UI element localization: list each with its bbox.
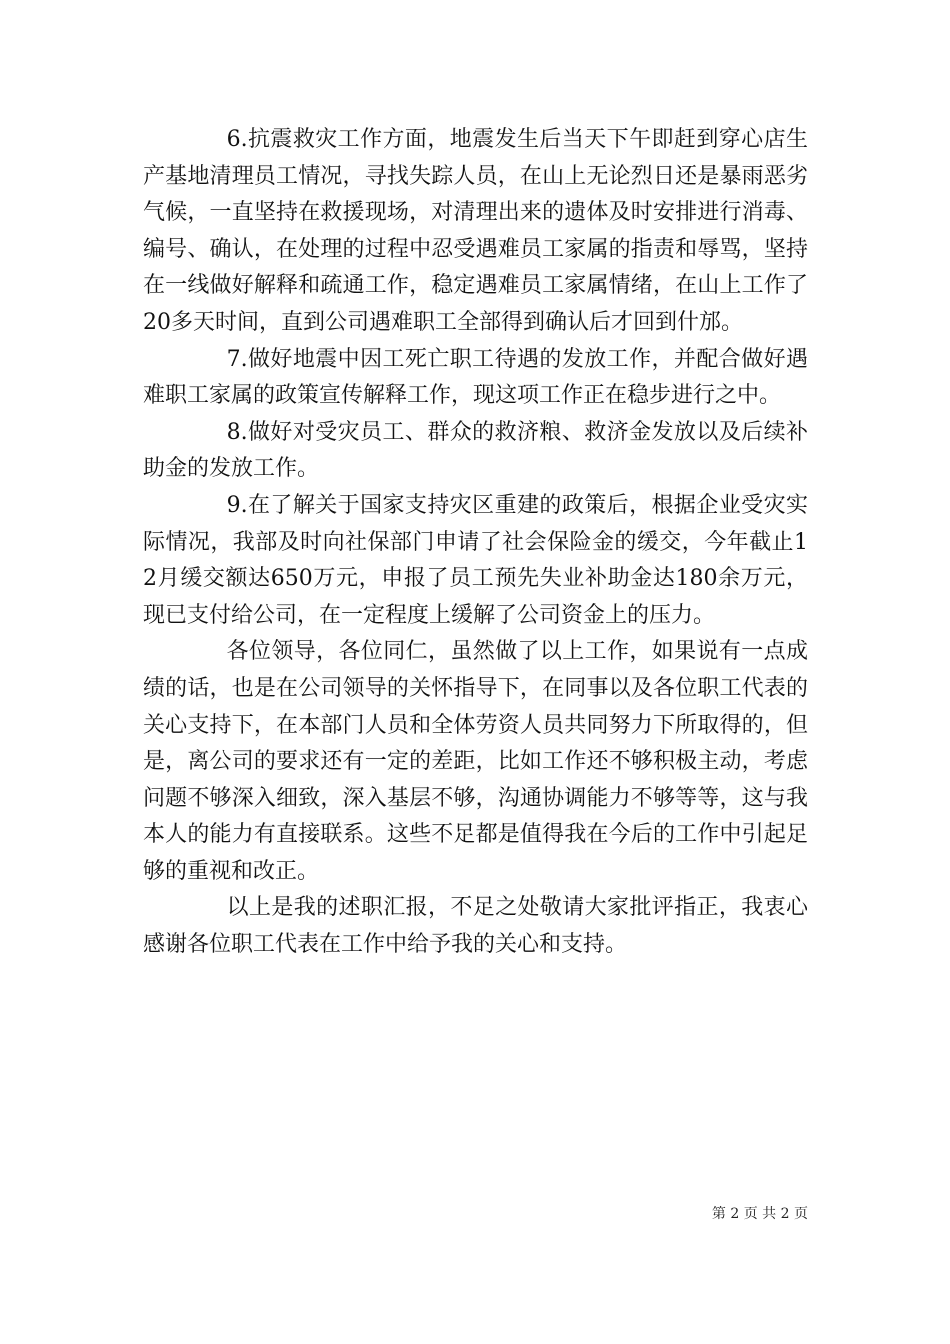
paragraph-item-9: 9.在了解关于国家支持灾区重建的政策后，根据企业受灾实际情况，我部及时向社保部门申请了社会保险金的缓交，今年截止12月缓交额达650万元，申报了员工预先失业补助金达180余万元，现已支付给公司，在一定程度上缓解了公司资金上的压力。 [143, 492, 808, 628]
document-body [143, 122, 808, 964]
paragraph-item-7: 7.做好地震中因工死亡职工待遇的发放工作，并配合做好遇难职工家属的政策宣传解释工作，现这项工作正在稳步进行之中。 [143, 346, 808, 409]
paragraph-item-8: 8.做好对受灾员工、群众的救济粮、救济金发放以及后续补助金的发放工作。 [143, 419, 808, 482]
paragraph-self-assessment: 各位领导，各位同仁，虽然做了以上工作，如果说有一点成绩的话，也是在公司领导的关怀指导下，在同事以及各位职工代表的关心支持下，在本部门人员和全体劳资人员共同努力下所取得的，但是，离公司的要求还有一定的差距，比如工作还不够积极主动，考虑问题不够深入细致，深入基层不够，沟通协调能力不够等等，这与我本人的能力有直接联系。这些不足都是值得我在今后的工作中引起足够的重视和改正。 [143, 639, 808, 884]
page-number-footer: 第 2 页 共 2 页 [711, 1206, 808, 1222]
paragraph-item-6: 6.抗震救灾工作方面，地震发生后当天下午即赶到穿心店生产基地清理员工情况，寻找失踪人员，在山上无论烈日还是暴雨恶劣气候，一直坚持在救援现场，对清理出来的遗体及时安排进行消毒、编号、确认，在处理的过程中忍受遇难员工家属的指责和辱骂，坚持在一线做好解释和疏通工作，稳定遇难员工家属情绪，在山上工作了20多天时间，直到公司遇难职工全部得到确认后才回到什邡。 [143, 127, 808, 335]
paragraph-closing: 以上是我的述职汇报，不足之处敬请大家批评指正，我衷心感谢各位职工代表在工作中给予我的关心和支持。 [143, 895, 808, 958]
